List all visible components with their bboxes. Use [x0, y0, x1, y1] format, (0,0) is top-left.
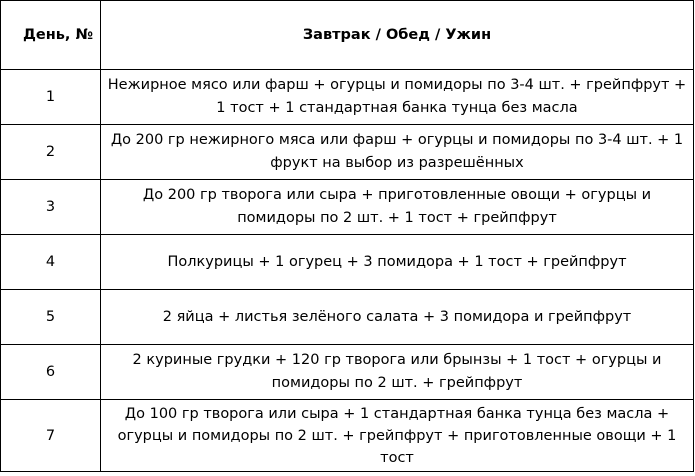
day-number-cell: 4 — [1, 235, 101, 290]
meal-plan-cell: До 100 гр творога или сыра + 1 стандартная банка тунца без масла + огурцы и помидоры по 2 шт. + грейпфрут + приготовленные овощи + 1 тост — [101, 400, 694, 472]
table-row — [1, 235, 694, 290]
table-row — [1, 70, 694, 125]
meal-plan-cell: До 200 гр нежирного мяса или фарш + огурцы и помидоры по 3-4 шт. + 1 фрукт на выбор из разрешённых — [101, 125, 694, 180]
day-number-cell: 7 — [1, 400, 101, 472]
meal-plan-cell: Нежирное мясо или фарш + огурцы и помидоры по 3-4 шт. + грейпфрут + 1 тост + 1 стандартная банка тунца без масла — [101, 70, 694, 125]
meal-plan-cell: 2 яйца + листья зелёного салата + 3 помидора и грейпфрут — [101, 290, 694, 345]
table-row — [1, 290, 694, 345]
day-number-cell: 2 — [1, 125, 101, 180]
meal-plan-cell: 2 куриные грудки + 120 гр творога или брынзы + 1 тост + огурцы и помидоры по 2 шт. + грейпфрут — [101, 345, 694, 400]
table-row — [1, 180, 694, 235]
day-number-cell: 5 — [1, 290, 101, 345]
table-row — [1, 125, 694, 180]
table-row — [1, 400, 694, 472]
day-number-cell: 3 — [1, 180, 101, 235]
table-row — [1, 345, 694, 400]
header-meals: Завтрак / Обед / Ужин — [101, 1, 694, 70]
day-number-cell: 1 — [1, 70, 101, 125]
day-number-cell: 6 — [1, 345, 101, 400]
meal-plan-cell: До 200 гр творога или сыра + приготовленные овощи + огурцы и помидоры по 2 шт. + 1 тост + грейпфрут — [101, 180, 694, 235]
meal-plan-cell: Полкурицы + 1 огурец + 3 помидора + 1 тост + грейпфрут — [101, 235, 694, 290]
header-day: День, № — [1, 1, 101, 70]
table-header-row — [1, 1, 694, 70]
